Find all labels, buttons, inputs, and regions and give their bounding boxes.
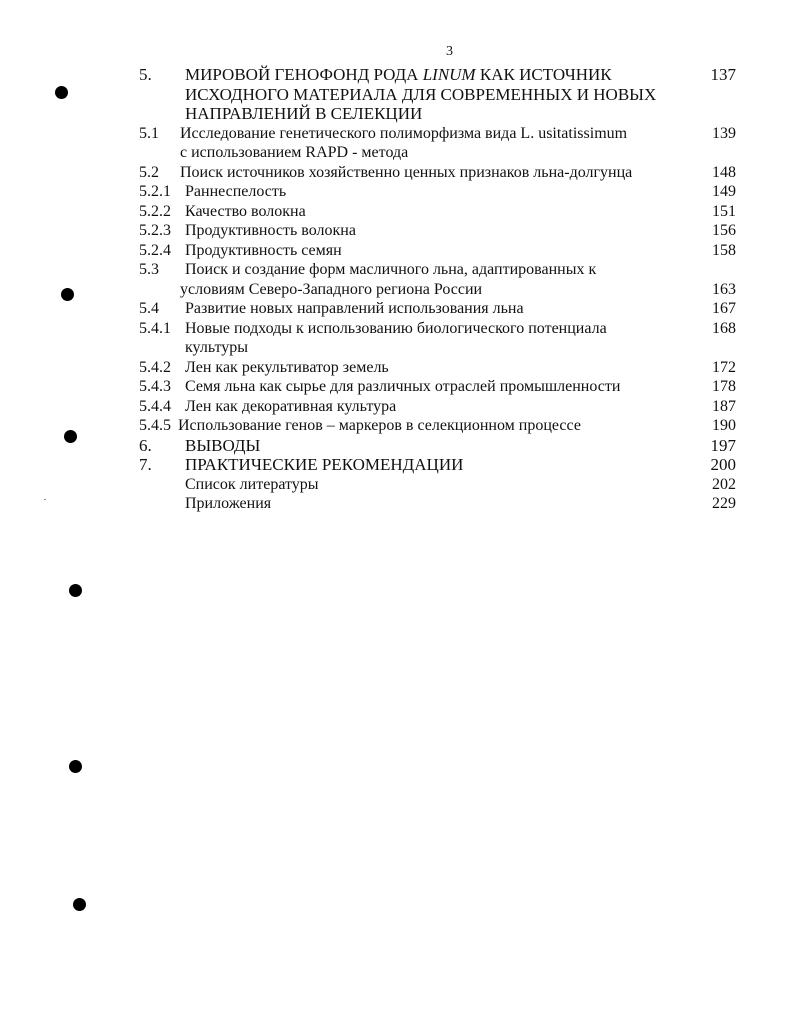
toc-entry-5[interactable] [0,65,798,124]
toc-entry-title: Качество волокна [185,202,306,220]
toc-entry-5-2-3[interactable] [0,221,798,241]
toc-entry-title: Поиск источников хозяйственно ценных признаков льна-долгунца [180,163,633,181]
binder-hole-4 [69,584,82,597]
toc-entry-number: 5. [139,65,152,84]
toc-entry-number: 7. [139,455,152,474]
toc-entry-number: 5.2 [139,163,159,181]
toc-entry-number: 5.4.1 [139,319,171,337]
toc-title-part: КАК ИСТОЧНИК ИСХОДНОГО МАТЕРИАЛА ДЛЯ СОВРЕМЕННЫХ И НОВЫХ НАПРАВЛЕНИЙ В СЕЛЕКЦИИ [185,65,657,123]
toc-entry-number: 5.4.4 [139,397,171,415]
toc-entry-title: Раннеспелость [185,183,287,200]
toc-entry-title: Развитие новых направлений использования льна [185,300,524,317]
toc-entry-5-4[interactable] [0,299,798,319]
toc-entry-7[interactable] [0,455,798,475]
toc-entry-5-3[interactable] [0,260,798,299]
toc-entry-title: Лен как декоративная культура [185,397,397,415]
toc-title-italic: LINUM [422,65,476,84]
toc-entry-page: 167 [712,300,736,317]
toc-entry-page: 178 [712,378,736,395]
toc-entry-number: 5.4.3 [139,378,171,395]
toc-entry-title: ПРАКТИЧЕСКИЕ РЕКОМЕНДАЦИИ [185,455,464,474]
toc-entry-page: 163 [712,280,736,298]
toc-title-line: Исследование генетического полиморфизма вида L. usitatissimum [180,124,628,142]
toc-entry-appendices[interactable] [0,494,798,514]
toc-entry-title: Лен как рекультиватор земель [185,358,389,376]
toc-entry-5-4-3[interactable] [0,377,798,397]
toc-entry-title: Семя льна как сырье для различных отраслей промышленности [185,378,621,395]
toc-entry-number: 5.3 [139,261,159,278]
toc-entry-page: 151 [712,202,736,220]
toc-entry-title: Приложения [185,495,272,512]
toc-entry-title [180,260,670,299]
toc-entry-title: Список литературы [185,475,319,493]
toc-entry-number: 5.2.1 [139,183,171,200]
page-number: 3 [446,44,453,59]
toc-entry-number: 5.2.4 [139,241,171,259]
toc-entry-number: 5.2.2 [139,202,171,220]
toc-entry-page: 229 [712,495,736,512]
toc-entry-page: 202 [712,475,736,493]
binder-hole-6 [73,898,86,911]
table-of-contents [0,65,798,514]
toc-entry-number: 5.2.3 [139,222,171,239]
toc-entry-number: 5.4.2 [139,358,171,376]
toc-entry-number: 5.4 [139,300,159,317]
toc-entry-title: Продуктивность волокна [185,222,356,239]
toc-title-line: Поиск и создание форм масличного льна, адаптированных к [185,261,597,278]
toc-entry-title [180,124,670,163]
toc-entry-page: 197 [710,435,736,455]
toc-entry-page: 158 [712,241,736,259]
toc-entry-title: ВЫВОДЫ [185,435,261,455]
toc-entry-number: 5.4.5 [139,417,171,434]
toc-entry-references[interactable] [0,475,798,495]
toc-entry-title [185,319,670,358]
toc-title-part: МИРОВОЙ ГЕНОФОНД РОДА [185,65,423,84]
toc-entry-page: 172 [712,358,736,376]
toc-entry-5-2-1[interactable] [0,182,798,202]
toc-entry-page: 200 [710,455,736,474]
toc-entry-6[interactable] [0,436,798,456]
toc-entry-number: 5.1 [139,124,159,142]
toc-entry-page: 187 [712,397,736,415]
toc-title-line: Новые подходы к использованию биологического потенциала [185,319,607,337]
toc-entry-5-1[interactable] [0,124,798,163]
binder-hole-5 [69,760,82,773]
toc-entry-page: 168 [712,319,736,337]
toc-entry-page: 149 [712,183,736,200]
toc-entry-number: 6. [139,435,152,455]
toc-entry-5-4-2[interactable] [0,358,798,378]
toc-entry-page: 190 [712,417,736,434]
toc-entry-page: 137 [710,65,736,84]
toc-title-line: условиям Северо-Западного региона России [180,280,483,298]
toc-entry-page: 139 [712,124,736,142]
toc-entry-page: 156 [712,222,736,239]
toc-entry-title: Продуктивность семян [185,241,342,259]
toc-entry-title [185,65,670,124]
toc-entry-5-4-1[interactable] [0,319,798,358]
toc-entry-5-2-2[interactable] [0,202,798,222]
toc-title-line: с использованием RAPD - метода [180,144,409,161]
toc-entry-5-2[interactable] [0,163,798,183]
toc-entry-5-4-5[interactable] [0,416,798,436]
toc-entry-page: 148 [712,163,736,181]
toc-entry-5-4-4[interactable] [0,397,798,417]
toc-entry-5-2-4[interactable] [0,241,798,261]
toc-title-line: культуры [185,339,249,356]
toc-entry-title: Использование генов – маркеров в селекционном процессе [178,417,581,434]
